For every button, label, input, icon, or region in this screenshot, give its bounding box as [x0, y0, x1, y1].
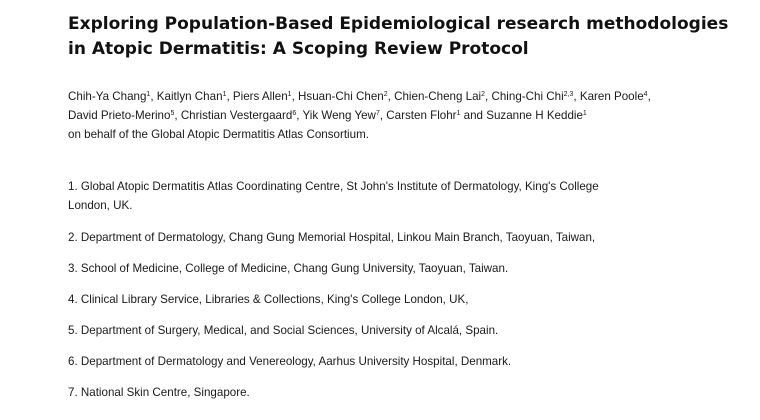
author-affiliation-marker: 2 [481, 91, 486, 98]
author-name: David Prieto-Merino [68, 109, 171, 122]
author-separator: and [460, 109, 487, 122]
author-separator: , [573, 90, 580, 103]
author-affiliation-marker: 1 [582, 110, 587, 117]
author-2 [157, 90, 233, 103]
author-separator: , [379, 109, 387, 122]
affiliation-item: 1. Global Atopic Dermatitis Atlas Coordinating Centre, St John's Institute of Dermatology, King's College London, UK. [68, 180, 599, 212]
author-10 [302, 109, 386, 122]
paper-title: Exploring Population-Based Epidemiological research methodologies in Atopic Dermatitis: A Scoping Review Protocol [68, 14, 729, 59]
author-name: Carsten Flohr [386, 109, 457, 122]
author-name: Karen Poole [579, 90, 644, 103]
author-3 [233, 90, 298, 103]
author-affiliation-marker: 2 [383, 91, 388, 98]
author-affiliation-marker: 2,3 [563, 91, 574, 98]
author-11 [386, 109, 486, 122]
affiliation-item: 7. National Skin Centre, Singapore. [68, 386, 250, 399]
affiliation-item: 4. Clinical Library Service, Libraries & Collections, King's College London, UK, [68, 293, 469, 306]
author-name: Chih-Ya Chang [68, 90, 147, 103]
author-6 [491, 90, 579, 103]
author-affiliation-marker: 1 [146, 91, 151, 98]
author-name: Piers Allen [232, 90, 288, 103]
consortium-note: on behalf of the Global Atopic Dermatitis Atlas Consortium. [68, 128, 369, 141]
author-separator: , [296, 109, 303, 122]
author-12 [486, 109, 587, 122]
author-5 [394, 90, 491, 103]
author-separator: , [174, 109, 181, 122]
author-separator: , [387, 90, 395, 103]
affiliation-item: 6. Department of Dermatology and Venereology, Aarhus University Hospital, Denmark. [68, 355, 512, 368]
author-7 [580, 90, 651, 103]
author-name: Kaitlyn Chan [156, 90, 223, 103]
author-list [68, 87, 668, 144]
author-affiliation-marker: 6 [292, 110, 297, 117]
author-separator: , [291, 90, 299, 103]
author-affiliation-marker: 1 [287, 91, 292, 98]
author-separator: , [485, 90, 492, 103]
author-8 [68, 109, 181, 122]
affiliation-item: 3. School of Medicine, College of Medicine, Chang Gung University, Taoyuan, Taiwan. [68, 262, 509, 275]
author-affiliation-marker: 1 [456, 110, 461, 117]
author-4 [298, 90, 394, 103]
author-affiliation-marker: 4 [643, 91, 648, 98]
author-9 [181, 109, 303, 122]
author-1 [68, 90, 157, 103]
author-name: Christian Vestergaard [180, 109, 293, 122]
author-name: Chien-Cheng Lai [394, 90, 482, 103]
author-affiliation-marker: 1 [222, 91, 227, 98]
author-separator: , [647, 90, 651, 103]
affiliation-item: 5. Department of Surgery, Medical, and Social Sciences, University of Alcalá, Spain. [68, 324, 499, 337]
author-affiliation-marker: 5 [170, 110, 175, 117]
author-name: Hsuan-Chi Chen [298, 90, 384, 103]
author-separator: , [226, 90, 233, 103]
author-separator: , [150, 90, 157, 103]
affiliation-item: 2. Department of Dermatology, Chang Gung Memorial Hospital, Linkou Main Branch, Taoyuan, Taiwan, [68, 231, 596, 244]
author-affiliation-marker: 7 [375, 110, 380, 117]
author-name: Ching-Chi Chi [491, 90, 564, 103]
author-name: Yik Weng Yew [302, 109, 376, 122]
author-name: Suzanne H Keddie [486, 109, 583, 122]
